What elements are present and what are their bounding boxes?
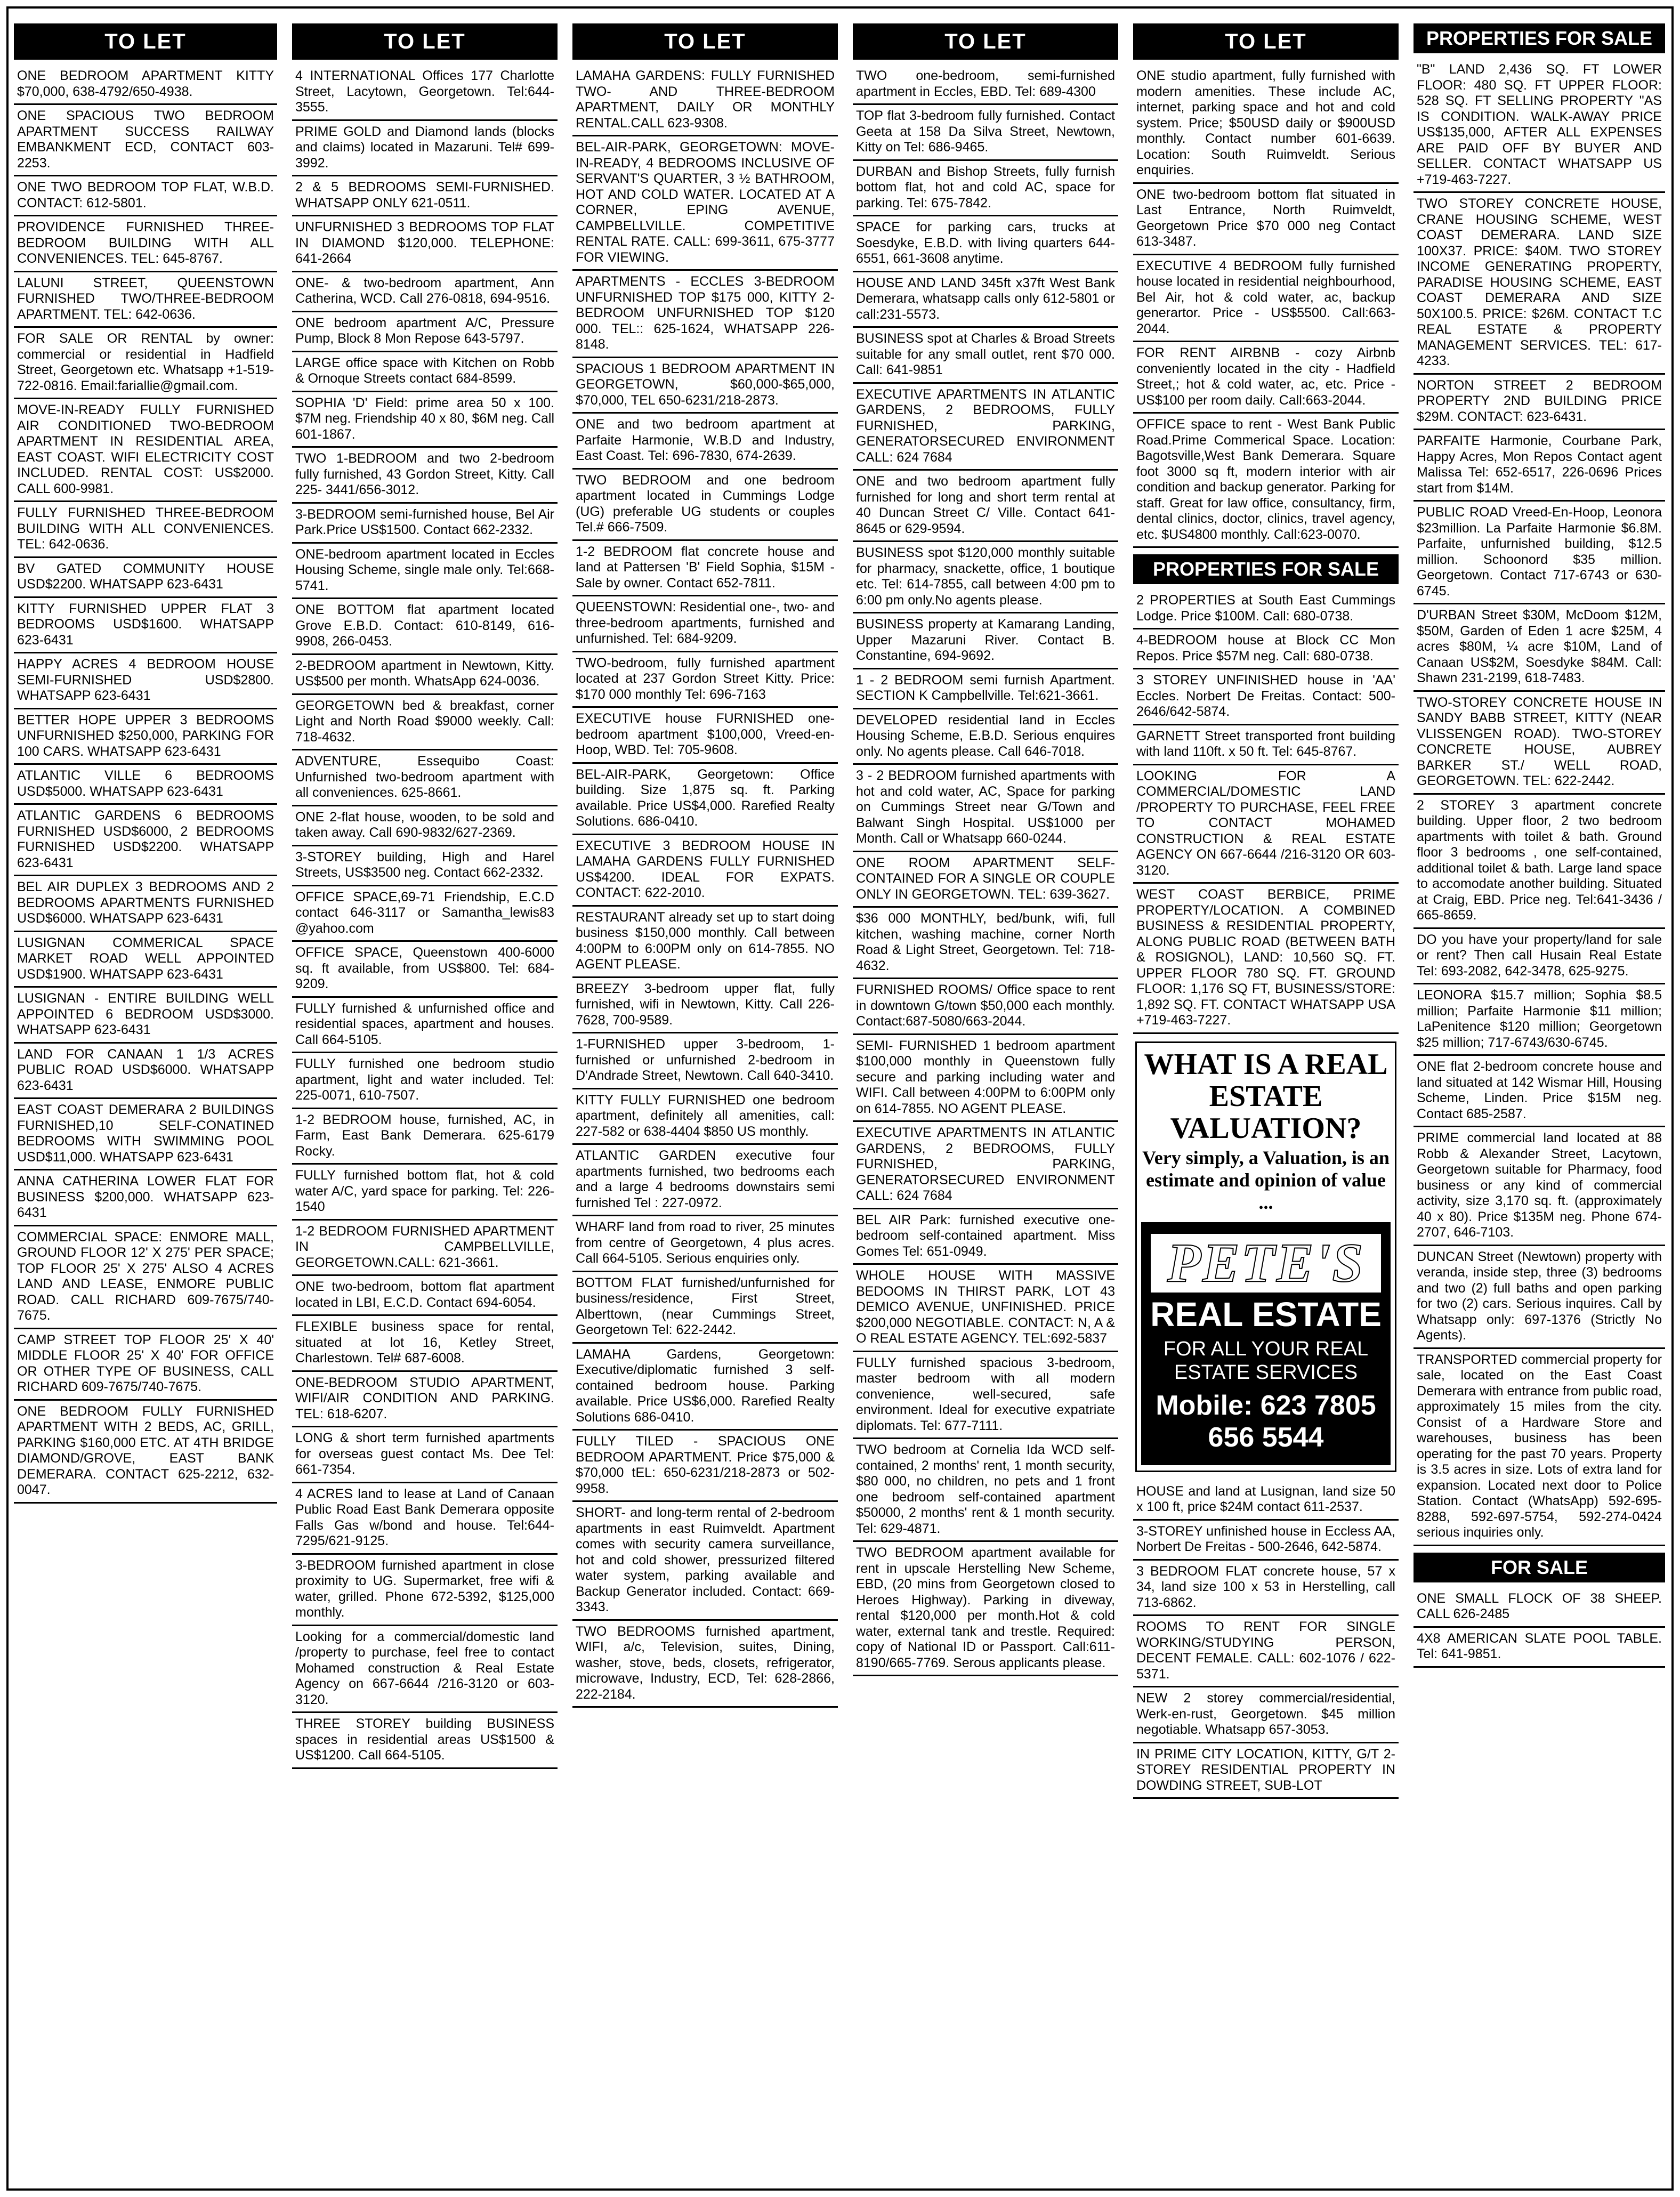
classified-ad: 2 & 5 BEDROOMS SEMI-FURNISHED. WHATSAPP ONLY 621-0511. [292,176,558,216]
classified-ad: SPACE for parking cars, trucks at Soesdyke, E.B.D. with living quarters 644-6551, 661-3608 anytime. [853,216,1118,272]
classified-ad: EXECUTIVE APARTMENTS IN ATLANTIC GARDENS, 2 BEDROOMS, FULLY FURNISHED, PARKING, GENERATORSECURED ENVIRONMENT CALL: 624 7684 [853,384,1118,471]
classified-ad: FULLY furnished one bedroom studio apartment, light and water included. Tel: 225-0071, 610-7507. [292,1053,558,1109]
section-header-properties-for-sale: PROPERTIES FOR SALE [1414,23,1665,53]
classified-ad: FULLY TILED - SPACIOUS ONE BEDROOM APARTMENT. Price $75,000 & $70,000 tEL: 650-6231/218-2873 or 502-9958. [572,1431,838,1502]
section-header-to-let: TO LET [853,23,1118,60]
classified-ad: 3-BEDROOM furnished apartment in close proximity to UG. Supermarket, free wifi & water, grilled. Phone 672-5392, $125,000 monthly. [292,1555,558,1626]
column-1 [14,23,277,2177]
classified-ad: TWO bedroom at Cornelia Ida WCD self-contained, 2 months' rent, 1 month security, $80 000, no children, no pets and 1 front one bedroom self-contained apartment $50000, 2 months' rent & 1 month security. Tel: 629-4871. [853,1439,1118,1542]
classified-ad: GEORGETOWN bed & breakfast, corner Light and North Road $9000 weekly. Call: 718-4632. [292,695,558,751]
classified-ad: LAMAHA Gardens, Georgetown: Executive/diplomatic furnished 3 self-contained bedroom house. Parking available. Price US$6,000. Rarefied Realty Solutions 686-0410. [572,1344,838,1431]
classified-ad: PRIME GOLD and Diamond lands (blocks and claims) located in Mazaruni. Tel# 699-3992. [292,121,558,177]
classified-ad: OFFICE SPACE,69-71 Friendship, E.C.D contact 646-3117 or Samantha_lewis83 @yahoo.com [292,886,558,942]
classified-ad: ONE BOTTOM flat apartment located Grove E.B.D. Contact: 610-8149, 616-9908, 266-0453. [292,599,558,655]
classified-ad: BETTER HOPE UPPER 3 BEDROOMS UNFURNISHED $250,000, PARKING FOR 100 CARS. WHATSAPP 623-6431 [14,709,277,765]
classified-ad: DO you have your property/land for sale or rent? Then call Husain Real Estate Tel: 693-2082, 642-3478, 625-9275. [1414,929,1665,985]
classified-ad: PUBLIC ROAD Vreed-En-Hoop, Leonora $23million. La Parfaite Harmonie $6.8M. Parfaite, unfurnished building, $12.5 million. Schoonord $35 million. Georgetown. Contact 717-6743 or 630-6745. [1414,502,1665,604]
classified-ad: THREE STOREY building BUSINESS spaces in residential areas US$1500 & US$1200. Call 664-5105. [292,1713,558,1769]
classified-ad: ATLANTIC GARDEN executive four apartments furnished, two bedrooms each and a large 4 bedrooms downstairs semi furnished Tel : 227-0972. [572,1145,838,1216]
classified-ad: 4 ACRES land to lease at Land of Canaan Public Road East Bank Demerara opposite Falls Gas w/bond and house. Tel:644-7295/621-9125. [292,1483,558,1555]
classified-ad: LONG & short term furnished apartments for overseas guest contact Ms. Dee Tel: 661-7354. [292,1427,558,1483]
classified-ad: TWO BEDROOM and one bedroom apartment located in Cummings Lodge (UG) preferable UG students or couples Tel.# 666-7509. [572,470,838,541]
classified-ad: 4X8 AMERICAN SLATE POOL TABLE. Tel: 641-9851. [1414,1628,1665,1668]
classified-ad: ONE two-bedroom, bottom flat apartment located in LBI, E.C.D. Contact 694-6054. [292,1276,558,1316]
classified-ad: HOUSE and land at Lusignan, land size 50 x 100 ft, price $24M contact 611-2537. [1133,1481,1399,1521]
advert-tagline: FOR ALL YOUR REAL ESTATE SERVICES [1163,1337,1369,1384]
classified-ad: DUNCAN Street (Newtown) property with veranda, inside step, three (3) bedrooms and two (2) full baths and open parking for two (2) cars. Serious inquires. Call by Whatsapp only: 697-1376 (Strictly No Agents). [1414,1246,1665,1349]
classified-ad: LALUNI STREET, QUEENSTOWN FURNISHED TWO/THREE-BEDROOM APARTMENT. TEL: 642-0636. [14,272,277,328]
advert-mobile: Mobile: 623 7805 656 5544 [1156,1390,1376,1453]
classified-ad: EXECUTIVE APARTMENTS IN ATLANTIC GARDENS, 2 BEDROOMS, FULLY FURNISHED, PARKING, GENERATORSECURED ENVIRONMENT CALL: 624 7684 [853,1122,1118,1209]
classified-ad: 4-BEDROOM house at Block CC Mon Repos. Price $57M neg. Call: 680-0738. [1133,629,1399,669]
ad-list [572,65,838,1708]
section-header-to-let: TO LET [1133,23,1399,60]
classified-ad: BUSINESS spot at Charles & Broad Streets suitable for any small outlet, rent $70 000. Call: 641-9851 [853,328,1118,384]
classified-ad: QUEENSTOWN: Residential one-, two- and three-bedroom apartments, furnished and unfurnished. Tel: 684-9209. [572,596,838,652]
classified-ad: APARTMENTS - ECCLES 3-BEDROOM UNFURNISHED TOP $175 000, KITTY 2-BEDROOM UNFURNISHED TOP $120 000. TEL:: 625-1624, WHATSAPP 226-8148. [572,271,838,358]
classified-ad: ONE flat 2-bedroom concrete house and land situated at 142 Wismar Hill, Housing Scheme, Linden. Price $15M neg. Contact 685-2587. [1414,1056,1665,1127]
classified-ad: BUSINESS spot $120,000 monthly suitable for pharmacy, snackette, office, 1 boutique etc. Tel: 614-7855, call between 4:00 pm to 6:00 pm only.No agents please. [853,542,1118,613]
classified-ad: ONE ROOM APARTMENT SELF-CONTAINED FOR A SINGLE OR COUPLE ONLY IN GEORGETOWN. TEL: 639-3627. [853,852,1118,908]
classified-ad: LARGE office space with Kitchen on Robb & Ornoque Streets contact 684-8599. [292,352,558,392]
classified-ad: TWO STOREY CONCRETE HOUSE, CRANE HOUSING SCHEME, WEST COAST DEMERARA. LAND SIZE 100X37. PRICE: $40M. TWO STOREY INCOME GENERATING PROPERTY, PARADISE HOUSING SCHEME, EAST COAST DEMERARA AND SIZE 50X100.5. PRICE: $26M. CONTACT T.C REAL ESTATE & PROPERTY MANAGEMENT SERVICES. TEL: 617-4233. [1414,193,1665,375]
classified-ad: EXECUTIVE house FURNISHED one-bedroom apartment $100,000, Vreed-en-Hoop, WBD. Tel: 705-9608. [572,708,838,764]
classified-ad: ADVENTURE, Essequibo Coast: Unfurnished two-bedroom apartment with all conveniences. 625-8661. [292,750,558,806]
classified-ad: BEL-AIR-PARK, Georgetown: Office building. Size 1,875 sq. ft. Parking available. Price US$4,000. Rarefied Realty Solutions. 686-0410. [572,764,838,835]
classified-ad: ONE BEDROOM APARTMENT KITTY $70,000, 638-4792/650-4938. [14,65,277,105]
classified-ad: 2-BEDROOM apartment in Newtown, Kitty. US$500 per month. WhatsApp 624-0036. [292,655,558,695]
classified-ad: ONE two-bedroom bottom flat situated in Last Entrance, North Ruimveldt, Georgetown Price $70 000 neg Contact 613-3487. [1133,184,1399,255]
classified-ad: ONE bedroom apartment A/C, Pressure Pump, Block 8 Mon Repose 643-5797. [292,312,558,352]
classified-ad: 3-STOREY unfinished house in Eccless AA, Norbert De Freitas - 500-2646, 642-5874. [1133,1521,1399,1561]
advert-answer: Very simply, a Valuation, is an estimate and opinion of value ... [1142,1146,1390,1213]
classified-ad: ONE TWO BEDROOM TOP FLAT, W.B.D. CONTACT: 612-5801. [14,176,277,216]
petes-real-estate-advert [1135,1041,1396,1472]
classified-ad: EXECUTIVE 4 BEDROOM fully furnished house located in residential neighbourhood, Bel Air, hot & cold water, ac, backup generartor. Price - US$5500. Call:663-2044. [1133,255,1399,343]
classified-ad: FLEXIBLE business space for rental, situated at lot 16, Ketley Street, Charlestown. Tel# 687-6008. [292,1316,558,1372]
classified-ad: SEMI- FURNISHED 1 bedroom apartment $100,000 monthly in Queenstown fully secure and parking including water and WIFI. Call between 4:00PM to 6:00PM only on 614-7855. NO AGENT PLEASE. [853,1035,1118,1122]
classified-ad: ATLANTIC VILLE 6 BEDROOMS USD$5000. WHATSAPP 623-6431 [14,765,277,805]
classified-ad: DEVELOPED residential land in Eccles Housing Scheme, E.B.D. Serious enquires only. No agents please. Call 646-7018. [853,709,1118,765]
classified-ad: UNFURNISHED 3 BEDROOMS TOP FLAT IN DIAMOND $120,000. TELEPHONE: 641-2664 [292,216,558,272]
column-3 [572,23,838,2177]
classified-ad: BREEZY 3-bedroom upper flat, fully furnished, wifi in Newtown, Kitty. Call 226-7628, 700-9589. [572,978,838,1034]
classified-ad: GARNETT Street transported front building with land 110ft. x 50 ft. Tel: 645-8767. [1133,725,1399,765]
classified-ad: IN PRIME CITY LOCATION, KITTY, G/T 2-STOREY RESIDENTIAL PROPERTY IN DOWDING STREET, SUB-LOT [1133,1743,1399,1799]
classified-ad: PROVIDENCE FURNISHED THREE-BEDROOM BUILDING WITH ALL CONVENIENCES. TEL: 645-8767. [14,216,277,272]
classified-ad: BOTTOM FLAT furnished/unfurnished for business/residence, First Street, Alberttown, (near Cummings Street, Georgetown Tel: 622-2442. [572,1272,838,1344]
classified-ad: BUSINESS property at Kamarang Landing, Upper Mazaruni River. Contact B. Constantine, 694-9692. [853,613,1118,669]
classified-ad: TWO-bedroom, fully furnished apartment located at 237 Gordon Street Kitty. Price: $170 000 monthly Tel: 696-7163 [572,652,838,708]
ad-list [1133,65,1399,548]
classified-ad: ONE 2-flat house, wooden, to be sold and taken away. Call 690-9832/627-2369. [292,806,558,846]
classified-ad: OFFICE space to rent - West Bank Public Road.Prime Commerical Space. Location: Bagotsville,West Bank Demerara. Square foot 3000 sq ft, modern interior with air condition and backup generator. Parking for staff. Great for law office, consultancy, firm, dental clinics, doctor, clinics, travel agency, etc. $US4800 monthly. Call:623-0070. [1133,414,1399,548]
column-6 [1414,23,1665,2177]
classified-ad: 3 STOREY UNFINISHED house in 'AA' Eccles. Norbert De Freitas. Contact: 500-2646/642-5874. [1133,669,1399,725]
classified-ad: ONE-BEDROOM STUDIO APARTMENT, WIFI/AIR CONDITION AND PARKING. TEL: 618-6207. [292,1372,558,1428]
classified-ad: LAMAHA GARDENS: FULLY FURNISHED TWO- AND THREE-BEDROOM APARTMENT, DAILY OR MONTHLY RENTAL.CALL 623-9308. [572,65,838,136]
classified-ad: FOR SALE OR RENTAL by owner: commercial or residential in Hadfield Street, Georgetown etc. Whatsapp +1-519-722-0816. Email:fariallie@gmail.com. [14,328,277,399]
classified-ad: D'URBAN Street $30M, McDoom $12M, $50M, Garden of Eden 1 acre $25M, 4 acres $80M, ¼ acre $10M, Land of Canaan US$2M, Soesdyke $84M. Call: Shawn 231-2199, 618-7483. [1414,604,1665,692]
classified-ad: TWO-STOREY CONCRETE HOUSE IN SANDY BABB STREET, KITTY (NEAR VLISSENGEN ROAD). TWO-STOREY CONCRETE HOUSE, AUBREY BARKER ST./ WELL ROAD, GEORGETOWN. TEL: 622-2442. [1414,692,1665,795]
classified-ad: ONE SMALL FLOCK OF 38 SHEEP. CALL 626-2485 [1414,1588,1665,1628]
classified-page [6,6,1674,2191]
classified-ad: DURBAN and Bishop Streets, fully furnish bottom flat, hot and cold AC, space for parking. Tel: 675-7842. [853,161,1118,217]
classified-ad: WHOLE HOUSE WITH MASSIVE BEDOOMS IN THIRST PARK, LOT 43 DEMICO AVENUE, UNFINISHED. PRICE $200,000 NEGOTIABLE. CONTACT: N, A & O REAL ESTATE AGENCY. TEL:692-5837 [853,1265,1118,1352]
column-2 [292,23,558,2177]
classified-ad: FULLY furnished spacious 3-bedroom, master bedroom with all modern convenience, well-secured, safe environment. Ideal for executive expatriate diplomats. Tel: 677-7111. [853,1352,1118,1440]
ad-list [14,65,277,1504]
advert-question: WHAT IS A REAL ESTATE VALUATION? [1144,1047,1388,1145]
classified-ad: Looking for a commercial/domestic land /property to purchase, feel free to contact Mohamed construction & Real Estate Agency on 667-6644 /216-3120 or 603-3120. [292,1626,558,1714]
classified-ad: $36 000 MONTHLY, bed/bunk, wifi, full kitchen, washing machine, corner North Road & Light Street, Georgetown. Tel: 718-4632. [853,908,1118,979]
classified-ad: 1-FURNISHED upper 3-bedroom, 1-furnished or unfurnished 2-bedroom in D'Andrade Street, Newtown. Call 640-3410. [572,1033,838,1089]
classified-ad: RESTAURANT already set up to start doing business $150,000 monthly. Call between 4:00PM to 6:00PM only on 614-7855. NO AGENT PLEASE. [572,907,838,978]
classified-ad: TRANSPORTED commercial property for sale, located on the East Coast Demerara with entrance from public road, approximately 15 miles from the city. Consist of a Hardware Store and warehouses, business has been operating for the past 70 years. Property is 3.5 acres in size. Lots of extra land for expansion. Located next door to Police Station. Contact (WhatsApp) 592-695-8288, 592-697-5754, 592-274-0424 serious inquiries only. [1414,1349,1665,1546]
classified-ad: SHORT- and long-term rental of 2-bedroom apartments in east Ruimveldt. Apartment comes with security camera surveillance, hot and cold shower, pressurized filtered water system, parking available and Backup Generator included. Contact: 669-3343. [572,1502,838,1621]
classified-ad: ATLANTIC GARDENS 6 BEDROOMS FURNISHED USD$6000, 2 BEDROOMS FURNISHED USD$2200. WHATSAPP 623-6431 [14,805,277,876]
ad-list [1133,589,1399,1034]
ad-list [1414,1588,1665,1668]
classified-ad: TOP flat 3-bedroom fully furnished. Contact Geeta at 158 Da Silva Street, Newtown, Kitty on Tel: 686-9465. [853,105,1118,161]
classified-ad: 4 INTERNATIONAL Offices 177 Charlotte Street, Lacytown, Georgetown. Tel:644-3555. [292,65,558,121]
classified-ad: BEL AIR Park: furnished executive one-bedroom self-contained apartment. Miss Gomes Tel: 651-0949. [853,1209,1118,1265]
classified-ad: ANNA CATHERINA LOWER FLAT FOR BUSINESS $200,000. WHATSAPP 623-6431 [14,1170,277,1226]
classified-ad: EXECUTIVE 3 BEDROOM HOUSE IN LAMAHA GARDENS FULLY FURNISHED US$4200. IDEAL FOR EXPATS. CONTACT: 622-2010. [572,835,838,907]
classified-ad: PARFAITE Harmonie, Courbane Park, Happy Acres, Mon Repos Contact agent Malissa Tel: 652-6517, 226-0696 Prices start from $14M. [1414,430,1665,502]
classified-ad: NORTON STREET 2 BEDROOM PROPERTY 2ND BUILDING PRICE $29M. CONTACT: 623-6431. [1414,375,1665,431]
classified-ad: 1 - 2 BEDROOM semi furnish Apartment. SECTION K Campbellville. Tel:621-3661. [853,669,1118,709]
classified-ad: FULLY furnished bottom flat, hot & cold water A/C, yard space for parking. Tel: 226-1540 [292,1165,558,1221]
ad-list [853,65,1118,1676]
classified-ad: FULLY furnished & unfurnished office and residential spaces, apartment and houses. Call 664-5105. [292,998,558,1054]
column-4 [853,23,1118,2177]
classified-ad: LUSIGNAN COMMERICAL SPACE MARKET ROAD WELL APPOINTED USD$1900. WHATSAPP 623-6431 [14,932,277,988]
classified-ad: TWO BEDROOMS furnished apartment, WIFI, a/c, Television, suites, Dining, washer, stove, beds, closets, refrigerator, microwave, Industry, ECD, Tel: 628-2866, 222-2184. [572,1621,838,1708]
advert-brand: REAL ESTATE [1150,1295,1382,1334]
classified-ad: ROOMS TO RENT FOR SINGLE WORKING/STUDYING PERSON, DECENT FEMALE. CALL: 602-1076 / 622-5371. [1133,1616,1399,1687]
section-header-to-let: TO LET [572,23,838,60]
ad-list [1133,1481,1399,1799]
classified-ad: TWO BEDROOM apartment available for rent in upscale Herstelling New Scheme, EBD, (20 mins from Georgetown closed to Heroes Highway). Parking in diveway, rental $120,000 per month.Hot & cold water, external tank and trestle. Required: copy of National ID or Passport. Call:611-8190/665-7769. Serous applicants please. [853,1542,1118,1676]
classified-ad: LAND FOR CANAAN 1 1/3 ACRES PUBLIC ROAD USD$6000. WHATSAPP 623-6431 [14,1044,277,1100]
classified-ad: HOUSE AND LAND 345ft x37ft West Bank Demerara, whatsapp calls only 612-5801 or call:231-5573. [853,272,1118,328]
classified-ad: ONE-bedroom apartment located in Eccles Housing Scheme, single male only. Tel:668-5741. [292,544,558,600]
classified-ad: 2 STOREY 3 apartment concrete building. Upper floor, 2 two bedroom apartments with toilet & bath. Ground floor 3 bedrooms , one self-contained, additional toilet & bath. Large land space to accomodate another building. Situated at Craig, EBD. Price neg. Tel:641-3436 / 665-8659. [1414,795,1665,929]
section-header-to-let: TO LET [14,23,277,60]
classified-ad: KITTY FULLY FURNISHED one bedroom apartment, definitely all amenities, call: 227-582 or 638-4404 $850 US monthly. [572,1089,838,1145]
classified-ad: FURNISHED ROOMS/ Office space to rent in downtown G/town $50,000 each monthly. Contact:687-5080/663-2044. [853,979,1118,1035]
classified-ad: 2 PROPERTIES at South East Cummings Lodge. Price $100M. Call: 680-0738. [1133,589,1399,629]
classified-ad: ONE BEDROOM FULLY FURNISHED APARTMENT WITH 2 BEDS, AC, GRILL, PARKING $160,000 ETC. AT 4TH BRIDGE DIAMOND/GROVE, EAST BANK DEMERARA. CONTACT 625-2212, 632-0047. [14,1401,277,1504]
classified-ad: COMMERCIAL SPACE: ENMORE MALL, GROUND FLOOR 12' X 275' PER SPACE; TOP FLOOR 25' X 275' ALSO 4 ACRES LAND AND LEASE, ENMORE PUBLIC ROAD. CALL RICHARD 609-7675/740-7675. [14,1226,277,1329]
classified-ad: SPACIOUS 1 BEDROOM APARTMENT IN GEORGETOWN, $60,000-$65,000, $70,000, TEL 650-6231/218-2873. [572,358,838,414]
classified-ad: WEST COAST BERBICE, PRIME PROPERTY/LOCATION. A COMBINED BUSINESS & RESIDENTIAL PROPERTY, ALONG PUBLIC ROAD (BETWEEN BATH & ROSIGNOL), LAND: 10,560 SQ. FT. UPPER FLOOR 780 SQ. FT. GROUND FLOOR: 1,176 SQ FT, BUSINESS/STORE: 1,892 SQ. FT. CONTACT WHATSAPP USA +719-463-7227. [1133,884,1399,1034]
classified-ad: 3-BEDROOM semi-furnished house, Bel Air Park.Price US$1500. Contact 662-2332. [292,504,558,544]
section-header-to-let: TO LET [292,23,558,60]
classified-ad: TWO 1-BEDROOM and two 2-bedroom fully furnished, 43 Gordon Street, Kitty. Call 225- 3441/656-3012. [292,448,558,504]
classified-ad: EAST COAST DEMERARA 2 BUILDINGS FURNISHED,10 SELF-CONATINED BEDROOMS WITH SWIMMING POOL USD$11,000. WHATSAPP 623-6431 [14,1099,277,1170]
classified-ad: BEL AIR DUPLEX 3 BEDROOMS AND 2 BEDROOMS APARTMENTS FURNISHED USD$6000. WHATSAPP 623-6431 [14,876,277,932]
classified-ad: 1-2 BEDROOM flat concrete house and land at Pattersen 'B' Field Sophia, $15M - Sale by owner. Contact 652-7811. [572,541,838,597]
classified-ad: ONE and two bedroom apartment fully furnished for long and short term rental at 40 Duncan Street C/ Ville. Contact 641-8645 or 629-9594. [853,471,1118,542]
classified-ad: LEONORA $15.7 million; Sophia $8.5 million; Parfaite Harmonie $11 million; LaPenitence $120 million; Georgetown $25 million; 717-6743/630-6745. [1414,984,1665,1056]
classified-ad: SOPHIA 'D' Field: prime area 50 x 100. $7M neg. Friendship 40 x 80, $6M neg. Call 601-1867. [292,392,558,448]
classified-ad: WHARF land from road to river, 25 minutes from centre of Georgetown, 4 plus acres. Call 664-5105. Serious enquiries only. [572,1216,838,1272]
classified-ad: CAMP STREET TOP FLOOR 25' X 40' MIDDLE FLOOR 25' X 40' FOR OFFICE OR OTHER TYPE OF BUSINESS, CALL RICHARD 609-7675/740-7675. [14,1329,277,1401]
classified-ad: PRIME commercial land located at 88 Robb & Alexander Street, Lacytown, Georgetown suitable for Pharmacy, food business or any kind of commercial activity, size 3,170 sq. ft. (approximately 40 x 80). Price $135M neg. Phone 674-2707, 646-7103. [1414,1127,1665,1246]
classified-ad: LOOKING FOR A COMMERCIAL/DOMESTIC LAND /PROPERTY TO PURCHASE, FEEL FREE TO CONTACT MOHAMED CONSTRUCTION & REAL ESTATE AGENCY ON 667-6644 /216-3120 OR 603-3120. [1133,765,1399,884]
column-5 [1133,23,1399,2177]
classified-ad: BV GATED COMMUNITY HOUSE USD$2200. WHATSAPP 623-6431 [14,558,277,598]
classified-ad: 3 BEDROOM FLAT concrete house, 57 x 34, land size 100 x 53 in Herstelling, call 713-6862. [1133,1561,1399,1617]
classified-ad: FULLY FURNISHED THREE-BEDROOM BUILDING WITH ALL CONVENIENCES. TEL: 642-0636. [14,502,277,558]
classified-ad: 1-2 BEDROOM house, furnished, AC, in Farm, East Bank Demerara. 625-6179 Rocky. [292,1109,558,1165]
classified-ad: 3-STOREY building, High and Harel Streets, US$3500 neg. Contact 662-2332. [292,846,558,886]
classified-ad: KITTY FURNISHED UPPER FLAT 3 BEDROOMS USD$1600. WHATSAPP 623-6431 [14,598,277,654]
advert-brand-panel [1141,1222,1391,1465]
classified-ad: 1-2 BEDROOM FURNISHED APARTMENT IN CAMPBELLVILLE, GEORGETOWN.CALL: 621-3661. [292,1221,558,1277]
classified-ad: BEL-AIR-PARK, GEORGETOWN: MOVE-IN-READY, 4 BEDROOMS INCLUSIVE OF SERVANT'S QUARTER, 3 ½ BATHROOM, HOT AND COLD WATER. LOCATED AT A CORNER, EPING AVENUE, CAMPBELLVILLE. COMPETITIVE RENTAL RATE. CALL: 699-3611, 675-3777 FOR VIEWING. [572,136,838,271]
classified-ad: 3 - 2 BEDROOM furnished apartments with hot and cold water, AC, Space for parking on Cummings Street near G/Town and Balwant Singh Hospital. US$1000 per Month. Call or Whatsapp 660-0244. [853,765,1118,852]
classified-ad: HAPPY ACRES 4 BEDROOM HOUSE SEMI-FURNISHED USD$2800. WHATSAPP 623-6431 [14,653,277,709]
classified-ad: OFFICE SPACE, Queenstown 400-6000 sq. ft available, from US$800. Tel: 684-9209. [292,942,558,998]
ad-list [292,65,558,1769]
section-header-for-sale: FOR SALE [1414,1553,1665,1582]
petes-logo: PETE'S [1149,1232,1383,1295]
classified-ad: FOR RENT AIRBNB - cozy Airbnb conveniently located in the city - Hadfield Street,; hot & cold water, ac, etc. Price - US$100 per room daily. Call:663-2044. [1133,342,1399,414]
ad-list [1414,59,1665,1546]
classified-ad: ONE- & two-bedroom apartment, Ann Catherina, WCD. Call 276-0818, 694-9516. [292,272,558,312]
classified-ad: ONE SPACIOUS TWO BEDROOM APARTMENT SUCCESS RAILWAY EMBANKMENT ECD, CONTACT 603-2253. [14,105,277,176]
classified-ad: MOVE-IN-READY FULLY FURNISHED AIR CONDITIONED TWO-BEDROOM APARTMENT IN RESIDENTIAL AREA, EAST COAST. WIFI ELECTRICITY COST INCLUDED. RENTAL COST: US$2000. CALL 600-9981. [14,399,277,502]
classified-ad: ONE and two bedroom apartment at Parfaite Harmonie, W.B.D and Industry, East Coast. Tel: 696-7830, 674-2639. [572,414,838,470]
classified-ad: LUSIGNAN - ENTIRE BUILDING WELL APPOINTED 6 BEDROOM USD$3000. WHATSAPP 623-6431 [14,988,277,1044]
classified-ad: NEW 2 storey commercial/residential, Werk-en-rust, Georgetown. $45 million negotiable. Whatsapp 657-3053. [1133,1687,1399,1743]
classified-ad: "B" LAND 2,436 SQ. FT LOWER FLOOR: 480 SQ. FT UPPER FLOOR: 528 SQ. FT SELLING PROPERTY "AS IS CONDITION. WALK-AWAY PRICE US$135,000, AFTER ALL EXPENSES ARE PAID OFF BY BUYER AND SELLER. CONTACT WHATSAPP US +719-463-7227. [1414,59,1665,193]
classified-ad: TWO one-bedroom, semi-furnished apartment in Eccles, EBD. Tel: 689-4300 [853,65,1118,105]
classified-ad: ONE studio apartment, fully furnished with modern amenities. These include AC, internet, parking space and hot and cold system. Price; $50USD daily or $900USD monthly. Contact number 601-6639. Location: South Ruimveldt. Serious enquiries. [1133,65,1399,184]
section-header-properties-for-sale: PROPERTIES FOR SALE [1133,554,1399,584]
